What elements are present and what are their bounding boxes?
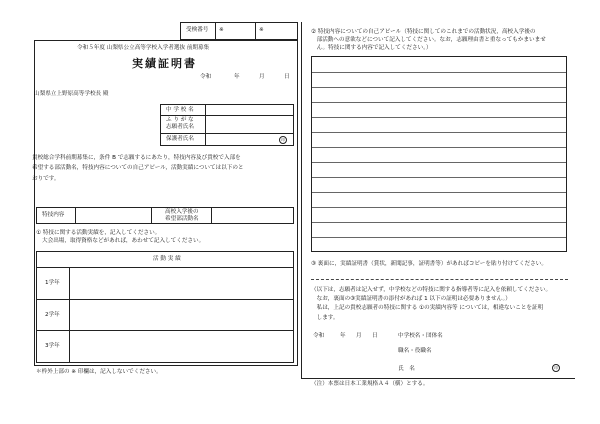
section1-heading: ① 特技に関する活動実績を，記入してください。 xyxy=(36,230,161,236)
specialty-label: 特技内容 xyxy=(42,212,65,218)
guardian-seal-mark: 印 xyxy=(279,136,287,144)
cert-date-year: 年 xyxy=(340,333,346,339)
desired-club-label-1: 高校入学後の xyxy=(165,208,199,215)
note-line: （以下は，志願者は記入せず，中学校などの特技に関する指導者等に記入を依頼してください。 xyxy=(311,287,552,293)
applicant-name-label: 志願者氏名 xyxy=(166,124,194,130)
year-2-label: 2学年 xyxy=(45,312,60,318)
section2-heading xyxy=(311,29,573,52)
activity-record-table xyxy=(36,251,294,363)
right-bottom-rule xyxy=(301,378,575,379)
section2-line: ん。特技に関する内容で記入してください。） xyxy=(311,45,432,52)
exam-number-mark-2: ※ xyxy=(259,27,264,33)
cut-line xyxy=(311,279,568,280)
note-line: します。 xyxy=(311,314,339,321)
applicant-info-table xyxy=(160,104,294,146)
specialty-club-table xyxy=(36,207,294,224)
addressee: 山梨県立上野原高等学校長 殿 xyxy=(34,91,109,97)
intro-paragraph xyxy=(32,155,294,183)
footnote-right: （注）本票は日本工業規格Ａ４（横）とする。 xyxy=(311,381,429,387)
certifier-position-label: 職名・役職名 xyxy=(398,348,432,354)
note-line: なお，裏面の③実績証明書の添付があれば 1 以下の証明は必要ありません。） xyxy=(311,296,511,303)
intro-line: 貴校総合学科前期募集に，条件 B で志願するにあたり，特技内容及び貴校で入部を xyxy=(32,155,241,161)
center-divider xyxy=(301,22,302,378)
guardian-name-label: 保護者氏名 xyxy=(166,136,194,142)
footnote-left: ＊枠外上部の ※ 印欄は，記入しないでください。 xyxy=(36,369,162,375)
certifier-name-label: 氏 名 xyxy=(398,366,415,372)
form-title: 実績証明書 xyxy=(132,57,197,70)
section1-note: 大会出場，取得資格などがあれば，あわせて記入してください。 xyxy=(42,238,205,244)
desired-club-label-2: 希望部活動名 xyxy=(165,215,199,222)
certifier-seal-mark: 印 xyxy=(552,364,560,372)
date-year: 年 xyxy=(234,74,240,80)
furigana-label: ふ り が な xyxy=(166,117,194,123)
form-subtitle: 令和５年度 山梨県公立高等学校入学者選抜 前期募集 xyxy=(77,45,210,51)
cert-date-month: 月 xyxy=(356,333,362,339)
activity-table-header: 活 動 実 績 xyxy=(153,256,181,262)
cert-date-era: 令和 xyxy=(313,333,325,339)
school-name-label: 中 学 校 名 xyxy=(166,107,194,113)
intro-line: 希望する部活動名，特技内容についての自己アピール，活動実績については以下のと xyxy=(32,165,244,172)
section3-text: ③ 裏面に，実績証明書（賞状，新聞記事，証明書等）があればコピーを貼り付けてください。 xyxy=(311,261,547,267)
year-1-label: 1学年 xyxy=(45,280,60,286)
intro-line: おりです。 xyxy=(32,175,60,182)
exam-number-box xyxy=(180,22,298,40)
self-appeal-box[interactable] xyxy=(311,56,567,252)
date-era: 令和 xyxy=(200,74,212,80)
exam-number-label: 受検番号 xyxy=(186,27,209,33)
cert-date-day: 日 xyxy=(372,333,378,339)
note-line: 私は，上記の貴校志願者の特技に関する ①の実績内容等 については，相違ないことを証明 xyxy=(311,305,544,312)
date-month: 月 xyxy=(259,74,265,80)
certification-notes xyxy=(311,287,573,322)
certifier-school-label: 中学校名・団体名 xyxy=(398,333,443,339)
year-3-label: 3学年 xyxy=(45,343,60,349)
section2-line: 部活動への意欲などについて記入してください。なお，志願理由書と重なってもかまいませ xyxy=(311,37,546,44)
section2-line: ② 特技内容についての自己アピール（特技に関してのこれまでの活動状況，高校入学後の xyxy=(311,29,536,35)
date-day: 日 xyxy=(284,74,290,80)
exam-number-mark-1: ※ xyxy=(219,27,224,33)
